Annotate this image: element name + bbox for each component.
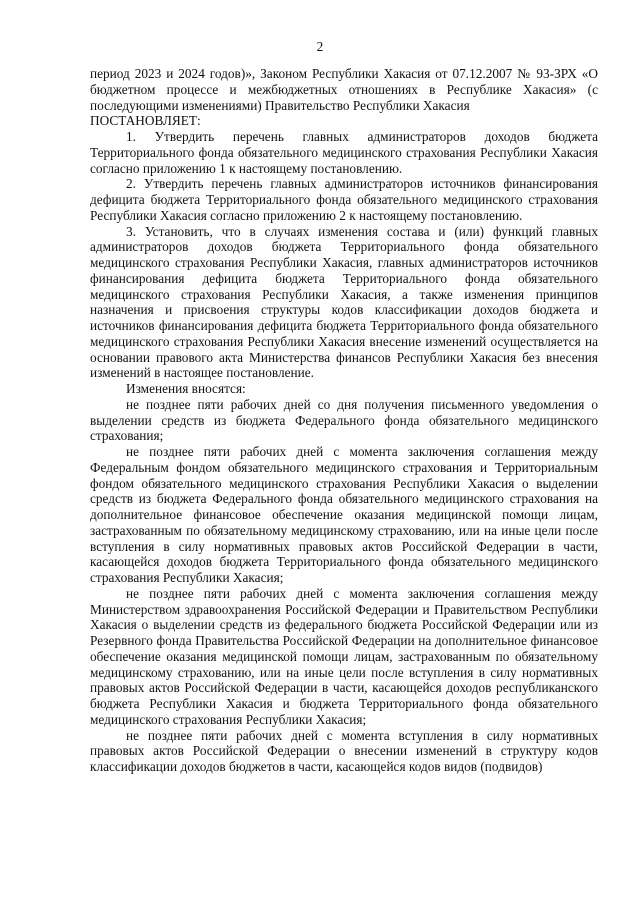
- paragraph-changes-heading: Изменения вносятся:: [126, 381, 246, 396]
- paragraph-postanovlyaet: ПОСТАНОВЛЯЕТ:: [90, 113, 201, 129]
- paragraph-item-2: 2. Утвердить перечень главных администраторов источников финансирования дефицита бюджета Территориального фонда обязательного медицинского страхования Республики Хакасия согласно приложению 2 к настоящему постановлению.: [90, 176, 598, 223]
- paragraph-item-3: 3. Установить, что в случаях изменения состава и (или) функций главных администраторов доходов бюджета Территориального фонда обязательного медицинского страхования Республики Хакасия, главных администраторов источников финансирования дефицита бюджета Территориального фонда обязательного медицинского страхования Республики Хакасия, а также изменения принципов назначения и присвоения структуры кодов классификации доходов бюджета и источников финансирования дефицита бюджета Территориального фонда обязательного медицинского страхования Республики Хакасия внесение изменений осуществляется на основании правового акта Министерства финансов Республики Хакасия без внесения изменений в настоящее постановление.: [90, 223, 598, 381]
- paragraph-intro: период 2023 и 2024 годов)», Законом Республики Хакасия от 07.12.2007 № 93-ЗРХ «О бюджетном процессе и межбюджетных отношениях в Республике Хакасия» (с последующими изменениями) Правительство Республики Хакасия: [90, 66, 598, 113]
- document-body: [90, 66, 598, 775]
- page-number: 2: [316, 39, 324, 54]
- paragraph-item-1: 1. Утвердить перечень главных администраторов доходов бюджета Территориального фонда обязательного медицинского страхования Республики Хакасия согласно приложению 1 к настоящему постановлению.: [90, 129, 598, 176]
- paragraph-case-4: не позднее пяти рабочих дней с момента вступления в силу нормативных правовых актов Российской Федерации о внесении изменений в структуру кодов классификации доходов бюджетов в части, касающейся кодов видов (подвидов): [90, 727, 598, 774]
- paragraph-case-1: не позднее пяти рабочих дней со дня получения письменного уведомления о выделении средств из бюджета Федерального фонда обязательного медицинского страхования;: [90, 396, 598, 444]
- paragraph-case-2: не позднее пяти рабочих дней с момента заключения соглашения между Федеральным фондом обязательного медицинского страхования и Территориальным фондом обязательного медицинского страхования Республики Хакасия о выделении средств из бюджета Федерального фонда обязательного медицинского страхования на дополнительное финансовое обеспечение оказания медицинской помощи лицам, застрахованным по обязательному медицинскому страхованию, или на иные цели после вступления в силу нормативных правовых актов Российской Федерации в части, касающейся доходов бюджета Территориального фонда обязательного медицинского страхования Республики Хакасия;: [90, 444, 598, 585]
- paragraph-case-3: не позднее пяти рабочих дней с момента заключения соглашения между Министерством здравоохранения Российской Федерации и Правительством Республики Хакасия о выделении средств из федерального бюджета Российской Федерации или из Резервного фонда Правительства Российской Федерации на дополнительное финансовое обеспечение оказания медицинской помощи лицам, застрахованным по обязательному медицинскому страхованию, или на иные цели после вступления в силу нормативных правовых актов Российской Федерации в части, касающейся доходов республиканского бюджета Республики Хакасия и бюджета Территориального фонда обязательного медицинского страхования Республики Хакасия;: [90, 585, 598, 727]
